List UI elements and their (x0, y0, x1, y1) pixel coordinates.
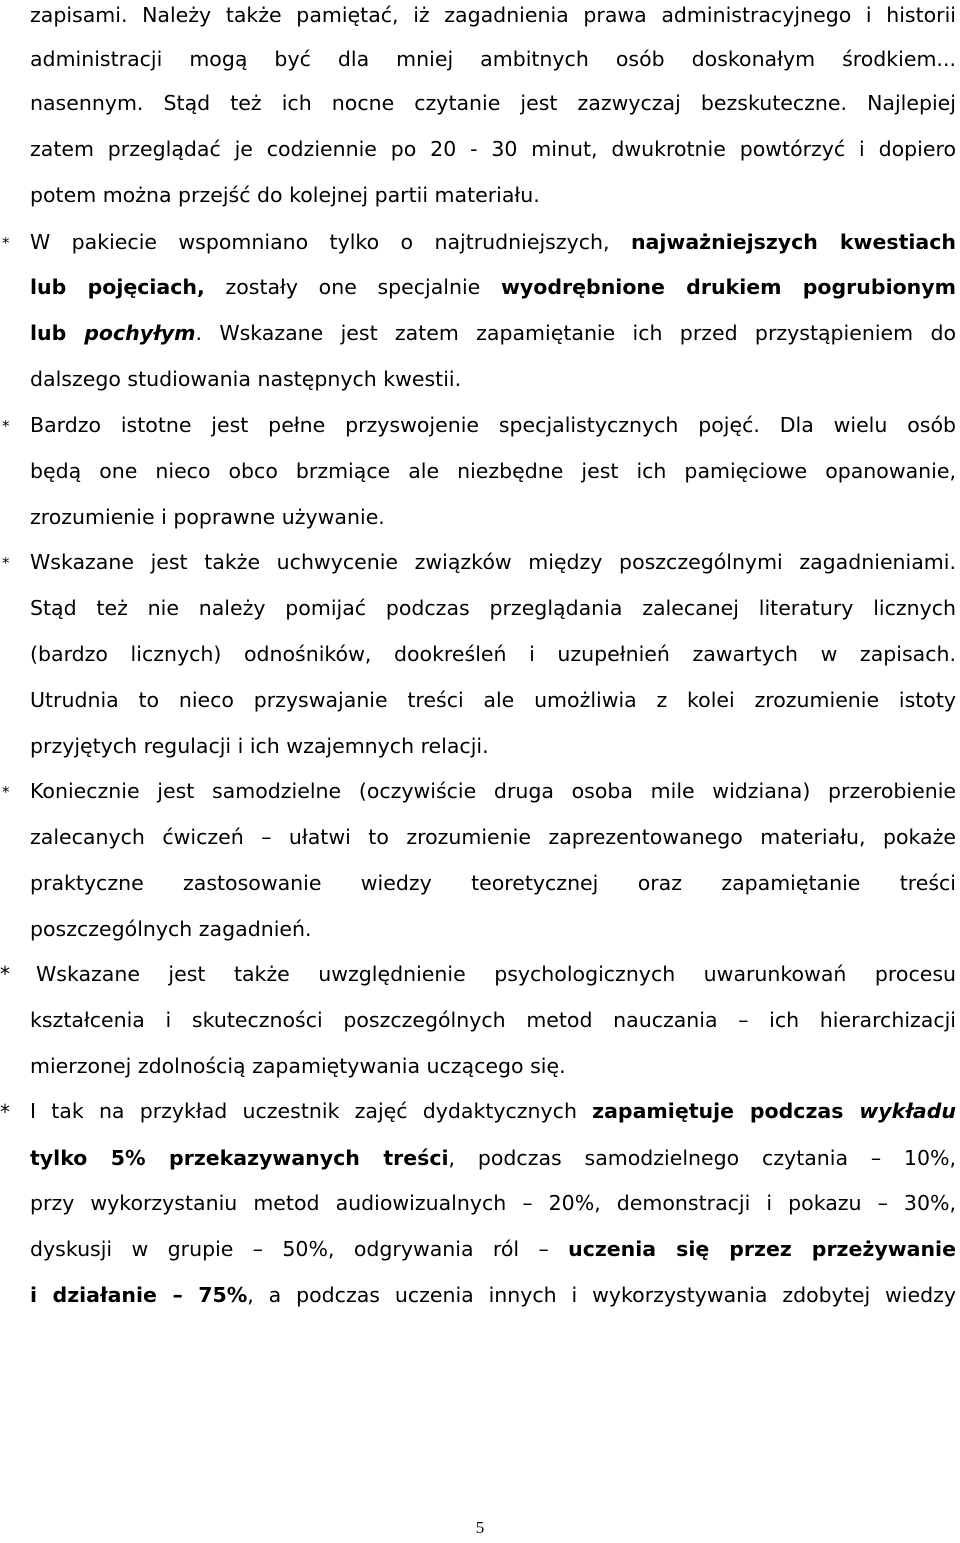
bold-text-run: wyodrębnione drukiem pogrubionym (500, 275, 956, 299)
text-line (30, 870, 956, 896)
bullet-asterisk-icon: * (2, 417, 10, 435)
text-line (30, 1007, 956, 1033)
bold-text-run: najważniejszych kwestiach (630, 230, 956, 254)
bullet-asterisk-icon: * (2, 234, 10, 252)
bold-text-run: zapamiętuje podczas (592, 1099, 860, 1123)
text-line (30, 458, 956, 484)
text-run: Utrudnia to nieco przyswajanie treści ale umożliwia z kolei zrozumienie istoty (30, 688, 956, 712)
text-run: przy wykorzystaniu metod audiowizualnych – 20%, demonstracji i pokazu – 30%, (30, 1191, 956, 1215)
text-line (30, 229, 956, 255)
text-line (30, 549, 956, 575)
text-line (30, 595, 956, 621)
page-number: 5 (475, 1518, 485, 1537)
text-run: , podczas samodzielnego czytania – 10%, (448, 1146, 957, 1170)
text-line (30, 320, 956, 346)
bullet-asterisk-icon: * (0, 962, 10, 986)
bold-text-run: lub (30, 321, 85, 345)
text-run: zapisami. Należy także pamiętać, iż zagadnienia prawa administracyjnego i historii (30, 3, 956, 27)
bold-text-run: tylko 5% przekazywanych treści (30, 1146, 449, 1170)
text-run: zatem przeglądać je codziennie po 20 - 30 minut, dwukrotnie powtórzyć i dopiero (30, 137, 956, 161)
text-run: Stąd też nie należy pomijać podczas przeglądania zalecanej literatury licznych (30, 596, 956, 620)
text-line (30, 1236, 956, 1262)
bold-text-run: uczenia się przez przeżywanie (568, 1237, 956, 1261)
bullet-asterisk-icon: * (2, 554, 10, 572)
text-run: zalecanych ćwiczeń – ułatwi to zrozumienie zaprezentowanego materiału, pokaże (30, 825, 956, 849)
text-line (30, 824, 956, 850)
text-line (30, 641, 956, 667)
bullet-asterisk-icon: * (0, 1100, 10, 1124)
text-run: przyjętych regulacji i ich wzajemnych relacji. (30, 734, 489, 758)
text-line (30, 778, 956, 804)
text-run: administracji mogą być dla mniej ambitnych osób doskonałym środkiem... (30, 47, 956, 71)
text-line (30, 504, 956, 530)
text-run: (bardzo licznych) odnośników, dookreśleń i uzupełnień zawartych w zapisach. (30, 642, 956, 666)
text-run: poszczególnych zagadnień. (30, 917, 312, 941)
text-run: zostały one specjalnie (204, 275, 501, 299)
text-run: Wskazane jest także uwzględnienie psychologicznych uwarunkowań procesu (36, 962, 956, 986)
text-run: I tak na przykład uczestnik zajęć dydaktycznych (30, 1099, 593, 1123)
text-line (30, 733, 956, 759)
text-run: praktyczne zastosowanie wiedzy teoretycznej oraz zapamiętanie treści (30, 871, 956, 895)
text-line (30, 182, 956, 208)
text-run: W pakiecie wspomniano tylko o najtrudniejszych, (30, 230, 631, 254)
text-run: , a podczas uczenia innych i wykorzystywania zdobytej wiedzy (247, 1283, 957, 1307)
text-run: . Wskazane jest zatem zapamiętanie ich przed przystąpieniem do (195, 321, 956, 345)
text-run: nasennym. Stąd też ich nocne czytanie jest zazwyczaj bezskuteczne. Najlepiej (30, 91, 956, 115)
text-run: mierzonej zdolnością zapamiętywania uczącego się. (30, 1054, 566, 1078)
text-line (30, 1098, 956, 1124)
text-run: zrozumienie i poprawne używanie. (30, 505, 385, 529)
bullet-asterisk-icon: * (2, 783, 10, 801)
text-run: potem można przejść do kolejnej partii materiału. (30, 183, 540, 207)
bold-italic-text-run (84, 321, 195, 345)
italic-text: wykładu (859, 1099, 956, 1123)
text-line (30, 136, 956, 162)
text-run: kształcenia i skuteczności poszczególnych metod nauczania – ich hierarchizacji (30, 1008, 956, 1032)
text-run: Koniecznie jest samodzielne (oczywiście druga osoba mile widziana) przerobienie (30, 779, 956, 803)
text-line (30, 1282, 956, 1308)
text-run: Bardzo istotne jest pełne przyswojenie specjalistycznych pojęć. Dla wielu osób (30, 413, 956, 437)
bold-text-run: i działanie – 75% (30, 1283, 248, 1307)
bold-text-run: lub pojęciach, (30, 275, 205, 299)
text-run: będą one nieco obco brzmiące ale niezbędne jest ich pamięciowe opanowanie, (30, 459, 956, 483)
text-line (30, 412, 956, 438)
text-line (30, 916, 956, 942)
italic-text: pochyłym (84, 321, 196, 345)
text-run: dyskusji w grupie – 50%, odgrywania ról – (30, 1237, 569, 1261)
text-line (30, 687, 956, 713)
text-run: Wskazane jest także uchwycenie związków między poszczególnymi zagadnieniami. (30, 550, 956, 574)
text-line (30, 90, 956, 116)
text-line (30, 1053, 956, 1079)
text-line (36, 961, 956, 987)
text-run: dalszego studiowania następnych kwestii. (30, 367, 462, 391)
text-line (30, 46, 956, 72)
text-line (30, 1145, 956, 1171)
text-line (30, 2, 956, 28)
text-line (30, 366, 956, 392)
text-line (30, 1190, 956, 1216)
text-line (30, 274, 956, 300)
bold-italic-text-run (859, 1099, 956, 1123)
